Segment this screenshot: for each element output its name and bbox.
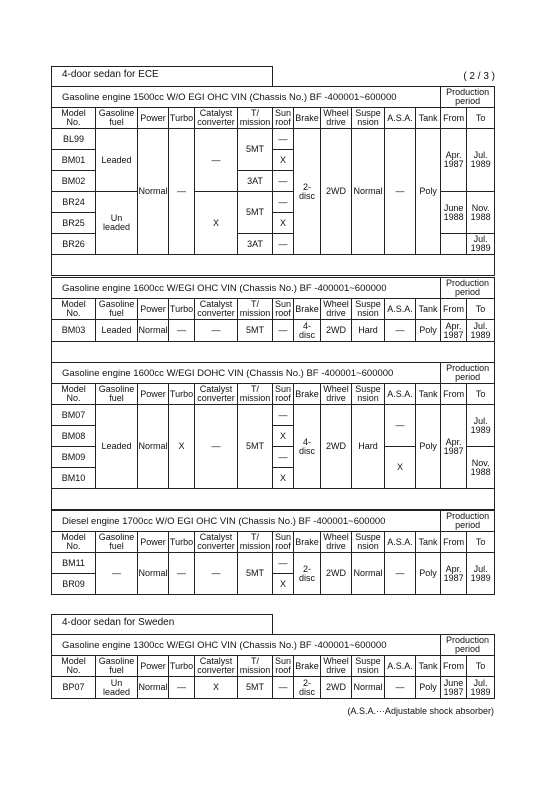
transmission-cell: 5MT [238,320,273,342]
from-cell: Apr. 1987 [441,320,467,342]
header-wheel-drive: Wheel drive [321,532,352,553]
header-production-period: Production period [441,363,495,384]
header-brake: Brake [294,656,321,677]
section-title: Gasoline engine 1600cc W/EGI OHC VIN (Chassis No.) BF -400001~600000 [52,278,441,299]
header-wheel-drive: Wheel drive [321,108,352,129]
sunroof-cell: X [273,426,294,447]
brake-cell: 2- disc [294,129,321,255]
header-transmission: T/ mission [238,299,273,320]
sunroof-cell: X [273,574,294,595]
header-to: To [467,656,495,677]
header-power: Power [138,656,169,677]
header-production-period: Production period [441,87,495,108]
suspension-cell: Normal [352,129,385,255]
fuel-cell: Un leaded [96,192,138,255]
header-gasoline-fuel: Gasoline fuel [96,108,138,129]
brake-cell: 4- disc [294,320,321,342]
header-asa: A.S.A. [385,299,416,320]
to-cell: Nov. 1988 [467,192,495,234]
suspension-cell: Hard [352,405,385,489]
header-row [52,108,495,129]
transmission-cell: 5MT [238,405,273,489]
header-turbo: Turbo [169,532,195,553]
header-brake: Brake [294,384,321,405]
asa-cell: — [385,553,416,595]
sunroof-cell: — [273,234,294,255]
header-power: Power [138,384,169,405]
from-cell: Apr. 1987 [441,553,467,595]
fuel-cell: Leaded [96,320,138,342]
sunroof-cell: — [273,192,294,213]
to-cell: Jul. 1989 [467,129,495,192]
spacer-row [52,255,495,276]
transmission-cell: 3AT [238,234,273,255]
power-cell: Normal [138,129,169,255]
header-from: From [441,532,467,553]
spacer-row [52,489,495,510]
brake-cell: 2- disc [294,677,321,699]
fuel-cell: — [96,553,138,595]
header-model: Model No. [52,108,96,129]
header-production-period: Production period [441,511,495,532]
asa-cell: — [385,677,416,699]
header-sunroof: Sun roof [273,108,294,129]
transmission-cell: 5MT [238,677,273,699]
header-sunroof: Sun roof [273,384,294,405]
header-tank: Tank [416,108,441,129]
model-cell: BM07 [52,405,96,426]
ece-tab-label: 4-door sedan for ECE [62,69,159,80]
header-model: Model No. [52,532,96,553]
header-turbo: Turbo [169,656,195,677]
header-tank: Tank [416,299,441,320]
catalyst-cell: X [195,677,238,699]
turbo-cell: — [169,320,195,342]
tank-cell: Poly [416,677,441,699]
header-brake: Brake [294,108,321,129]
header-wheel-drive: Wheel drive [321,299,352,320]
header-turbo: Turbo [169,108,195,129]
header-sunroof: Sun roof [273,656,294,677]
spec-table-1600-egi-ohc [51,277,495,363]
to-cell: Jul. 1989 [467,677,495,699]
section-title: Gasoline engine 1300cc W/EGI OHC VIN (Chassis No.) BF -400001~600000 [52,635,441,656]
spec-table-1700-diesel [51,510,495,595]
header-asa: A.S.A. [385,108,416,129]
header-turbo: Turbo [169,384,195,405]
footnote: (A.S.A.···Adjustable shock absorber) [347,706,494,716]
power-cell: Normal [138,677,169,699]
sunroof-cell: — [273,171,294,192]
sunroof-cell: — [273,405,294,426]
section-title: Gasoline engine 1600cc W/EGI DOHC VIN (Chassis No.) BF -400001~600000 [52,363,441,384]
section-title: Diesel engine 1700cc W/O EGI OHC VIN (Chassis No.) BF -400001~600000 [52,511,441,532]
sunroof-cell: — [273,447,294,468]
header-from: From [441,384,467,405]
suspension-cell: Normal [352,553,385,595]
sunroof-cell: — [273,553,294,574]
header-row [52,299,495,320]
header-tank: Tank [416,656,441,677]
table-row [52,320,495,342]
sunroof-cell: — [273,677,294,699]
to-cell: Jul. 1989 [467,553,495,595]
model-cell: BR24 [52,192,96,213]
wheel-drive-cell: 2WD [321,405,352,489]
from-cell: June 1987 [441,677,467,699]
header-catalyst: Catalyst converter [195,532,238,553]
from-cell: June 1988 [441,192,467,234]
transmission-cell: 5MT [238,553,273,595]
header-from: From [441,656,467,677]
turbo-cell: X [169,405,195,489]
power-cell: Normal [138,405,169,489]
model-cell: BM03 [52,320,96,342]
fuel-cell: Leaded [96,129,138,192]
header-sunroof: Sun roof [273,299,294,320]
header-to: To [467,384,495,405]
wheel-drive-cell: 2WD [321,553,352,595]
catalyst-cell: — [195,405,238,489]
to-cell: Jul. 1989 [467,320,495,342]
header-transmission: T/ mission [238,656,273,677]
model-cell: BM10 [52,468,96,489]
spec-table-1500-w-o-egi [51,86,495,276]
asa-cell: — [385,129,416,255]
from-cell: Apr. 1987 [441,405,467,489]
header-gasoline-fuel: Gasoline fuel [96,656,138,677]
header-to: To [467,299,495,320]
header-suspension: Suspe nsion [352,532,385,553]
sunroof-cell: X [273,213,294,234]
catalyst-cell: — [195,553,238,595]
spec-table-1300-sweden [51,634,495,699]
header-power: Power [138,299,169,320]
model-cell: BR09 [52,574,96,595]
header-suspension: Suspe nsion [352,108,385,129]
tank-cell: Poly [416,553,441,595]
header-row [52,656,495,677]
header-asa: A.S.A. [385,532,416,553]
turbo-cell: — [169,677,195,699]
header-transmission: T/ mission [238,108,273,129]
header-gasoline-fuel: Gasoline fuel [96,532,138,553]
header-model: Model No. [52,384,96,405]
header-power: Power [138,108,169,129]
from-cell [441,234,467,255]
wheel-drive-cell: 2WD [321,677,352,699]
tank-cell: Poly [416,320,441,342]
header-row [52,532,495,553]
spacer-row [52,342,495,363]
sweden-tab-label: 4-door sedan for Sweden [62,617,175,628]
header-power: Power [138,532,169,553]
power-cell: Normal [138,320,169,342]
wheel-drive-cell: 2WD [321,129,352,255]
sunroof-cell: X [273,150,294,171]
header-tank: Tank [416,384,441,405]
header-brake: Brake [294,532,321,553]
model-cell: BR26 [52,234,96,255]
brake-cell: 4- disc [294,405,321,489]
header-gasoline-fuel: Gasoline fuel [96,299,138,320]
model-cell: BP07 [52,677,96,699]
sunroof-cell: X [273,468,294,489]
ece-tab [51,66,273,87]
header-model: Model No. [52,656,96,677]
transmission-cell: 5MT [238,129,273,171]
transmission-cell: 5MT [238,192,273,234]
header-row [52,384,495,405]
header-turbo: Turbo [169,299,195,320]
asa-cell: — [385,405,416,447]
header-transmission: T/ mission [238,384,273,405]
catalyst-cell: X [195,192,238,255]
to-cell: Jul. 1989 [467,405,495,447]
turbo-cell: — [169,553,195,595]
power-cell: Normal [138,553,169,595]
header-catalyst: Catalyst converter [195,656,238,677]
model-cell: BR25 [52,213,96,234]
header-to: To [467,532,495,553]
fuel-cell: Un leaded [96,677,138,699]
page-number: ( 2 / 3 ) [463,71,495,82]
asa-cell: X [385,447,416,489]
asa-cell: — [385,320,416,342]
turbo-cell: — [169,129,195,255]
catalyst-cell: — [195,320,238,342]
suspension-cell: Hard [352,320,385,342]
header-asa: A.S.A. [385,656,416,677]
header-from: From [441,299,467,320]
header-production-period: Production period [441,278,495,299]
header-from: From [441,108,467,129]
spec-table-1600-egi-dohc [51,362,495,510]
model-cell: BL99 [52,129,96,150]
wheel-drive-cell: 2WD [321,320,352,342]
header-brake: Brake [294,299,321,320]
table-row [52,677,495,699]
header-wheel-drive: Wheel drive [321,384,352,405]
header-suspension: Suspe nsion [352,656,385,677]
header-transmission: T/ mission [238,532,273,553]
section-title: Gasoline engine 1500cc W/O EGI OHC VIN (Chassis No.) BF -400001~600000 [52,87,441,108]
header-model: Model No. [52,299,96,320]
suspension-cell: Normal [352,677,385,699]
catalyst-cell: — [195,129,238,192]
header-asa: A.S.A. [385,384,416,405]
sweden-tab [51,614,273,635]
brake-cell: 2- disc [294,553,321,595]
header-tank: Tank [416,532,441,553]
header-wheel-drive: Wheel drive [321,656,352,677]
model-cell: BM09 [52,447,96,468]
transmission-cell: 3AT [238,171,273,192]
to-cell: Nov. 1988 [467,447,495,489]
sunroof-cell: — [273,320,294,342]
model-cell: BM01 [52,150,96,171]
model-cell: BM08 [52,426,96,447]
header-catalyst: Catalyst converter [195,384,238,405]
header-sunroof: Sun roof [273,532,294,553]
from-cell: Apr. 1987 [441,129,467,192]
model-cell: BM02 [52,171,96,192]
fuel-cell: Leaded [96,405,138,489]
tank-cell: Poly [416,405,441,489]
header-gasoline-fuel: Gasoline fuel [96,384,138,405]
to-cell: Jul. 1989 [467,234,495,255]
header-suspension: Suspe nsion [352,299,385,320]
tank-cell: Poly [416,129,441,255]
header-catalyst: Catalyst converter [195,108,238,129]
header-to: To [467,108,495,129]
header-production-period: Production period [441,635,495,656]
header-suspension: Suspe nsion [352,384,385,405]
sunroof-cell: — [273,129,294,150]
header-catalyst: Catalyst converter [195,299,238,320]
model-cell: BM11 [52,553,96,574]
